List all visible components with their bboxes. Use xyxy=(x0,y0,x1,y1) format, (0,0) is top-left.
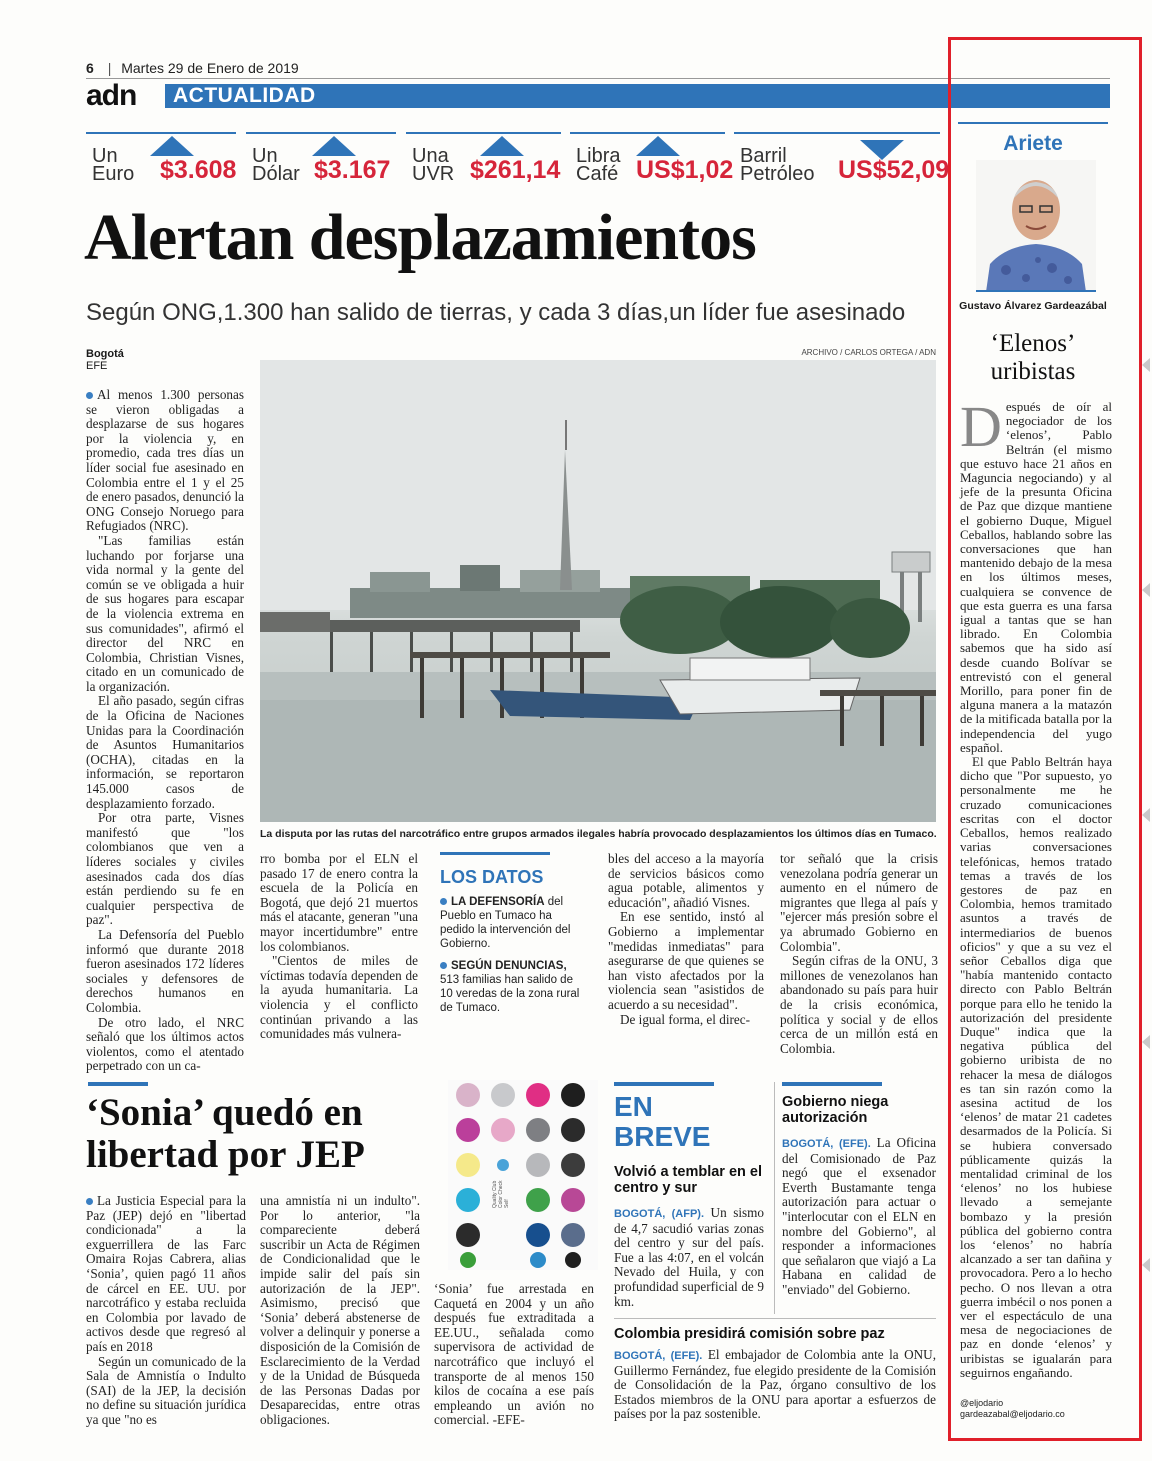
column-email: gardeazabal@eljodario.co xyxy=(960,1409,1065,1419)
paragraph: De otro lado, el NRC señaló que los últimos actos violentos, como el atentado perpetrado con un ca- xyxy=(86,1014,244,1074)
en-breve-rule xyxy=(614,1082,714,1086)
bullet-dot-icon xyxy=(86,1198,93,1205)
paragraph: rro bomba por el ELN el pasado 17 de enero contra la escuela de la Policía en Bogotá, que dejó 21 muertos más el atacante, generan "una mayor incertidumbre" entre los colombianos. xyxy=(260,851,418,954)
paragraph: En ese sentido, instó al Gobierno a implementar "medidas inmediatas" para asegurarse de que quienes se han visto afectados por la violencia sean "asistidos de acuerdo a su necesidad". xyxy=(608,909,764,1012)
indicator-name: UVR xyxy=(412,163,455,185)
sonia-headline: ‘Sonia’ quedó en libertad por JEP xyxy=(86,1091,365,1176)
edge-marker-icon xyxy=(1142,1035,1150,1049)
paragraph: De igual forma, el direc- xyxy=(620,1011,750,1027)
photo-credit: ARCHIVO / CARLOS ORTEGA / ADN xyxy=(801,348,936,357)
paragraph: Según cifras de la ONU, 3 millones de venezolanos han abandonado su país para huir de la crisis económica, política y social y de ellos cerca de un millón está en Colombia. xyxy=(780,953,938,1056)
sonia-col1 xyxy=(86,1194,246,1428)
edge-marker-icon xyxy=(1142,358,1150,372)
breve-item-3 xyxy=(614,1348,936,1422)
main-subheadline: Según ONG,1.300 han salido de tierras, y cada 3 días,un líder fue asesinado xyxy=(86,299,906,326)
paragraph: "Las familias están luchando por forjarse una vida normal y la gente del común se ve obligada a huir de sus hogares para escapar de la violencia extrema en sus comunidades", afirmó el director del NRC en Colombia, Christian Visnes, citado en un comunicado de la organización. xyxy=(86,532,244,694)
column-author: Gustavo Álvarez Gardeazábal xyxy=(959,300,1107,312)
indicator-value: $3.167 xyxy=(314,156,391,184)
author-avatar xyxy=(976,160,1096,292)
arrow-up-icon xyxy=(636,136,680,156)
indicator-euro xyxy=(86,132,236,190)
indicator-petroleo xyxy=(734,132,950,190)
main-article-col4 xyxy=(780,852,938,1056)
arrow-up-icon xyxy=(150,136,194,156)
bullet-dot-icon xyxy=(440,898,447,905)
color-chart-label: Quality Club Color Check Self xyxy=(492,1180,510,1208)
dateline xyxy=(86,348,124,372)
page-header: 6 | Martes 29 de Enero de 2019 xyxy=(86,60,299,76)
paragraph: La Defensoría del Pueblo informó que durante 2018 fueron asesinados 172 líderes sociales y defensores de derechos humanos en Colombia. xyxy=(86,926,244,1015)
breve-headline-2: Gobierno niega autorización xyxy=(782,1094,889,1126)
page-number: 6 xyxy=(86,60,94,76)
adn-logo: adn xyxy=(86,79,137,112)
indicator-cafe xyxy=(570,132,734,190)
indicator-name: Euro xyxy=(92,163,135,185)
indicator-value: $3.608 xyxy=(160,156,237,184)
indicator-value: US$52,09 xyxy=(838,156,950,184)
arrow-up-icon xyxy=(312,136,356,156)
paragraph: El año pasado, según cifras de la Oficina de Naciones Unidas para la Coordinación de Asuntos Humanitarios (OCHA), citadas en la información, se reportaron 145.000 casos de desplazamiento forzado. xyxy=(86,693,244,811)
paragraph: "Cientos de miles de víctimas todavía dependen de la ayuda humanitaria. La violencia y el conflicto continúan privando a las comunidades más vulnera- xyxy=(260,953,418,1042)
indicator-dolar xyxy=(246,132,396,190)
indicator-name: Dólar xyxy=(252,163,300,185)
los-datos-item: SEGÚN DENUNCIAS, 513 familias han salido de 10 veredas de la zona rural de Tumaco. xyxy=(440,960,580,1014)
arrow-up-icon xyxy=(480,136,524,156)
breve-dateline: BOGOTÁ, (EFE). xyxy=(614,1350,703,1362)
column-handle: @eljodario xyxy=(960,1398,1004,1408)
paragraph: una amnistía ni un indulto". Por lo anterior, "la compareciente deberá suscribir un Acta de Régimen de Condicionalidad que le impide salir del país sin autorización de la JEP". Asimismo, precisó que ‘Sonia’ deberá abstenerse de volver a delinquir y ponerse a disposición de la Comisión de Esclarecimiento de la Verdad y de la Unidad de Búsqueda de las Personas Dadas por Desaparecidas, entre otras obligaciones. xyxy=(260,1193,420,1427)
paragraph: Al menos 1.300 personas se vieron obligadas a desplazarse de sus hogares por la violencia y, en promedio, cada tres días un líder social fue asesinado en Colombia entre el 1 y el 25 de enero pasados, denunció la ONG Consejo Noruego para Refugiados (NRC). xyxy=(86,387,244,534)
bullet-dot-icon xyxy=(440,962,447,969)
paragraph: bles del acceso a la mayoría de servicios básicos como agua potable, alimentos y educación", añadió Visnes. xyxy=(608,851,764,910)
breve-text: La Oficina del Comisionado de Paz negó que el exsenador Everth Bustamante tenga autorización para actuar o "interlocutar con el ELN en nombre del Gobierno", al responder a informaciones que señalaron que viajó a La Habana en calidad de "enviado" del Gobierno. xyxy=(782,1135,936,1297)
main-article-col2 xyxy=(260,852,418,1042)
breve-text: Un sismo de 4,7 sacudió varias zonas del centro y sur del país. Fue a las 4:07, en el volcán Nevado del Huila, y con profundidad superficial de 9 km. xyxy=(614,1205,764,1309)
sonia-col2 xyxy=(260,1194,420,1428)
indicator-label: Un xyxy=(92,145,118,167)
en-breve-title-line: EN xyxy=(614,1091,653,1122)
column-contact xyxy=(960,1398,1120,1420)
edge-marker-icon xyxy=(1142,808,1150,822)
en-breve-title-line: BREVE xyxy=(614,1121,711,1152)
main-article-col3 xyxy=(608,852,764,1027)
section-title: ACTUALIDAD xyxy=(173,84,316,107)
paragraph: Por otra parte, Visnes manifestó que "los colombianos que ven a líderes sociales y civiles asesinados cada dos días están perdiendo su fe en cualquier perspectiva de paz". xyxy=(86,810,244,928)
color-check-chart xyxy=(448,1080,598,1270)
photo-caption: La disputa por las rutas del narcotráfico entre grupos armados ilegales habría provocado desplazamientos los últimos días en Tumaco. xyxy=(260,828,937,840)
edge-marker-icon xyxy=(1142,583,1150,597)
column-section: Ariete xyxy=(1003,132,1063,155)
tumaco-photo xyxy=(260,360,936,822)
indicator-uvr xyxy=(406,132,561,190)
column-title: ‘Elenos’ uribistas xyxy=(990,330,1076,385)
indicator-label: Libra xyxy=(576,145,621,167)
los-datos-title: LOS DATOS xyxy=(440,867,544,887)
breve-item-1 xyxy=(614,1206,764,1309)
los-datos-box xyxy=(440,852,580,1022)
indicator-label: Barril xyxy=(740,145,787,167)
agency: EFE xyxy=(86,360,108,372)
breve-text: El embajador de Colombia ante la ONU, Guillermo Fernández, fue elegido presidente de la Comisión de Consolidación de la Paz, órgano consultivo de los Estados miembros de la ONU para aportar a esfuerzos de países por la paz sostenible. xyxy=(614,1347,936,1422)
breve-headline-3: Colombia presidirá comisión sobre paz xyxy=(614,1326,885,1342)
page-date: Martes 29 de Enero de 2019 xyxy=(121,60,299,76)
paragraph: espués de oír al negociador de los ‘elenos’, Pablo Beltrán (el mismo que estuvo hace 21 años en Maguncia negociando) y al jefe de la presunta Oficina de Paz que dizque mantiene el gobierno Duque, Miguel Ceballos, hablando sobre las conversaciones que han mantenido debajo de la mesa en los últimos meses, cualquiera se convence de que esta guerra es una farsa igual a tantas que se han librado. En Colombia sabemos que ha sido así desde cuando Bolívar se entrevistó con el general Morillo, para poner fin de alguna manera a la matazón de la mitificada batalla por la independencia del yugo español. xyxy=(960,399,1112,755)
los-datos-item: LA DEFENSORÍA del Pueblo en Tumaco ha pedido la intervención del Gobierno. xyxy=(440,896,571,950)
en-breve-title xyxy=(614,1092,710,1152)
main-headline: Alertan desplazamientos xyxy=(84,201,756,274)
breve-item-2 xyxy=(782,1136,936,1298)
breve-dateline: BOGOTÁ, (EFE). xyxy=(782,1138,871,1150)
bullet-dot-icon xyxy=(86,392,93,399)
indicator-value: $261,14 xyxy=(470,156,561,184)
dateline-city: Bogotá xyxy=(86,348,124,360)
drop-cap: D xyxy=(960,394,1002,459)
breve-headline-1: Volvió a temblar en el centro y sur xyxy=(614,1164,763,1196)
main-article-col1 xyxy=(86,388,244,1074)
paragraph: La Justicia Especial para la Paz (JEP) dejó en "libertad condicionada" a la exguerrillera de las Farc Omaira Rojas Cabrera, alias ‘Sonia’, quien pagó 11 años de cárcel en EE. UU. por narcotráfico y estaba recluida en Colombia por lavado de activos desde que regresó al país en 2018 xyxy=(86,1193,246,1354)
paragraph: ‘Sonia’ fue arrestada en Caquetá en 2004 y un año después fue extraditada a EE.UU., señalada como supervisora de actividad de narcotráfico que incluyó el transporte de al menos 150 kilos de cocaína a ese país empleando un avión no comercial. -EFE- xyxy=(434,1281,594,1428)
paragraph: tor señaló que la crisis venezolana podría generar un aumento en el número de migrantes que llega al país y "ejercer más presión sobre el ya abrumado Gobierno en Colombia". xyxy=(780,851,938,954)
breve-dateline: BOGOTÁ, (AFP). xyxy=(614,1208,705,1220)
paragraph: El que Pablo Beltrán haya dicho que "Por supuesto, yo personalmente me he cruzado comunicaciones escritas con el doctor Ceballos, hemos realizado varias conversaciones telefónicas, hemos tratado temas a través de los gestores de paz en Colombia, hemos tramitado asuntos a través de intermediarios de buenos oficios" y que a su vez el señor Ceballos diga que "había mantenido contacto directo con Pablo Beltrán porque para ello he tenido la autorización del presidente Duque" indica que la negativa pública del gobierno uribista de no rehacer la mesa de diálogos es tan sin razón como la asesina actitud de los ‘elenos’ de matar 21 cadetes desarmados de la Policía. Si se hubiera conversado públicamente quizás la mentalidad criminal de los ‘elenos’ no los hubiese llevado a semejante bombazo y la presión pública del gobierno contra los ‘elenos’ no habría alcanzado a ser tan dañina y provocadora. Pero a lo hecho pecho. O nos llevan a otra guerra imbécil o nos ponen a ver el espectáculo de una mesa de negociaciones de paz en donde ‘elenos’ y uribistas se igualarán para seguirnos engañando. xyxy=(960,754,1112,1380)
sonia-rule xyxy=(88,1082,148,1086)
paragraph: Según un comunicado de la Sala de Amnistía o Indulto (SAI) de la JEP, la decisión no define su situación jurídica ya que "no es xyxy=(86,1353,246,1427)
breve-item-2-rule xyxy=(782,1082,882,1086)
indicator-value: US$1,02 xyxy=(636,156,734,184)
edge-marker-icon xyxy=(1142,1258,1150,1272)
indicator-label: Un xyxy=(252,145,278,167)
breve-divider xyxy=(774,1082,775,1314)
indicator-label: Una xyxy=(412,145,449,167)
los-datos-rule xyxy=(440,852,550,855)
indicator-name: Petróleo xyxy=(740,163,815,185)
column-top-rule xyxy=(958,122,1108,124)
breve-hdivider xyxy=(614,1318,936,1319)
column-body xyxy=(960,394,1112,1380)
indicator-name: Café xyxy=(576,163,619,185)
sonia-col3 xyxy=(434,1282,594,1428)
